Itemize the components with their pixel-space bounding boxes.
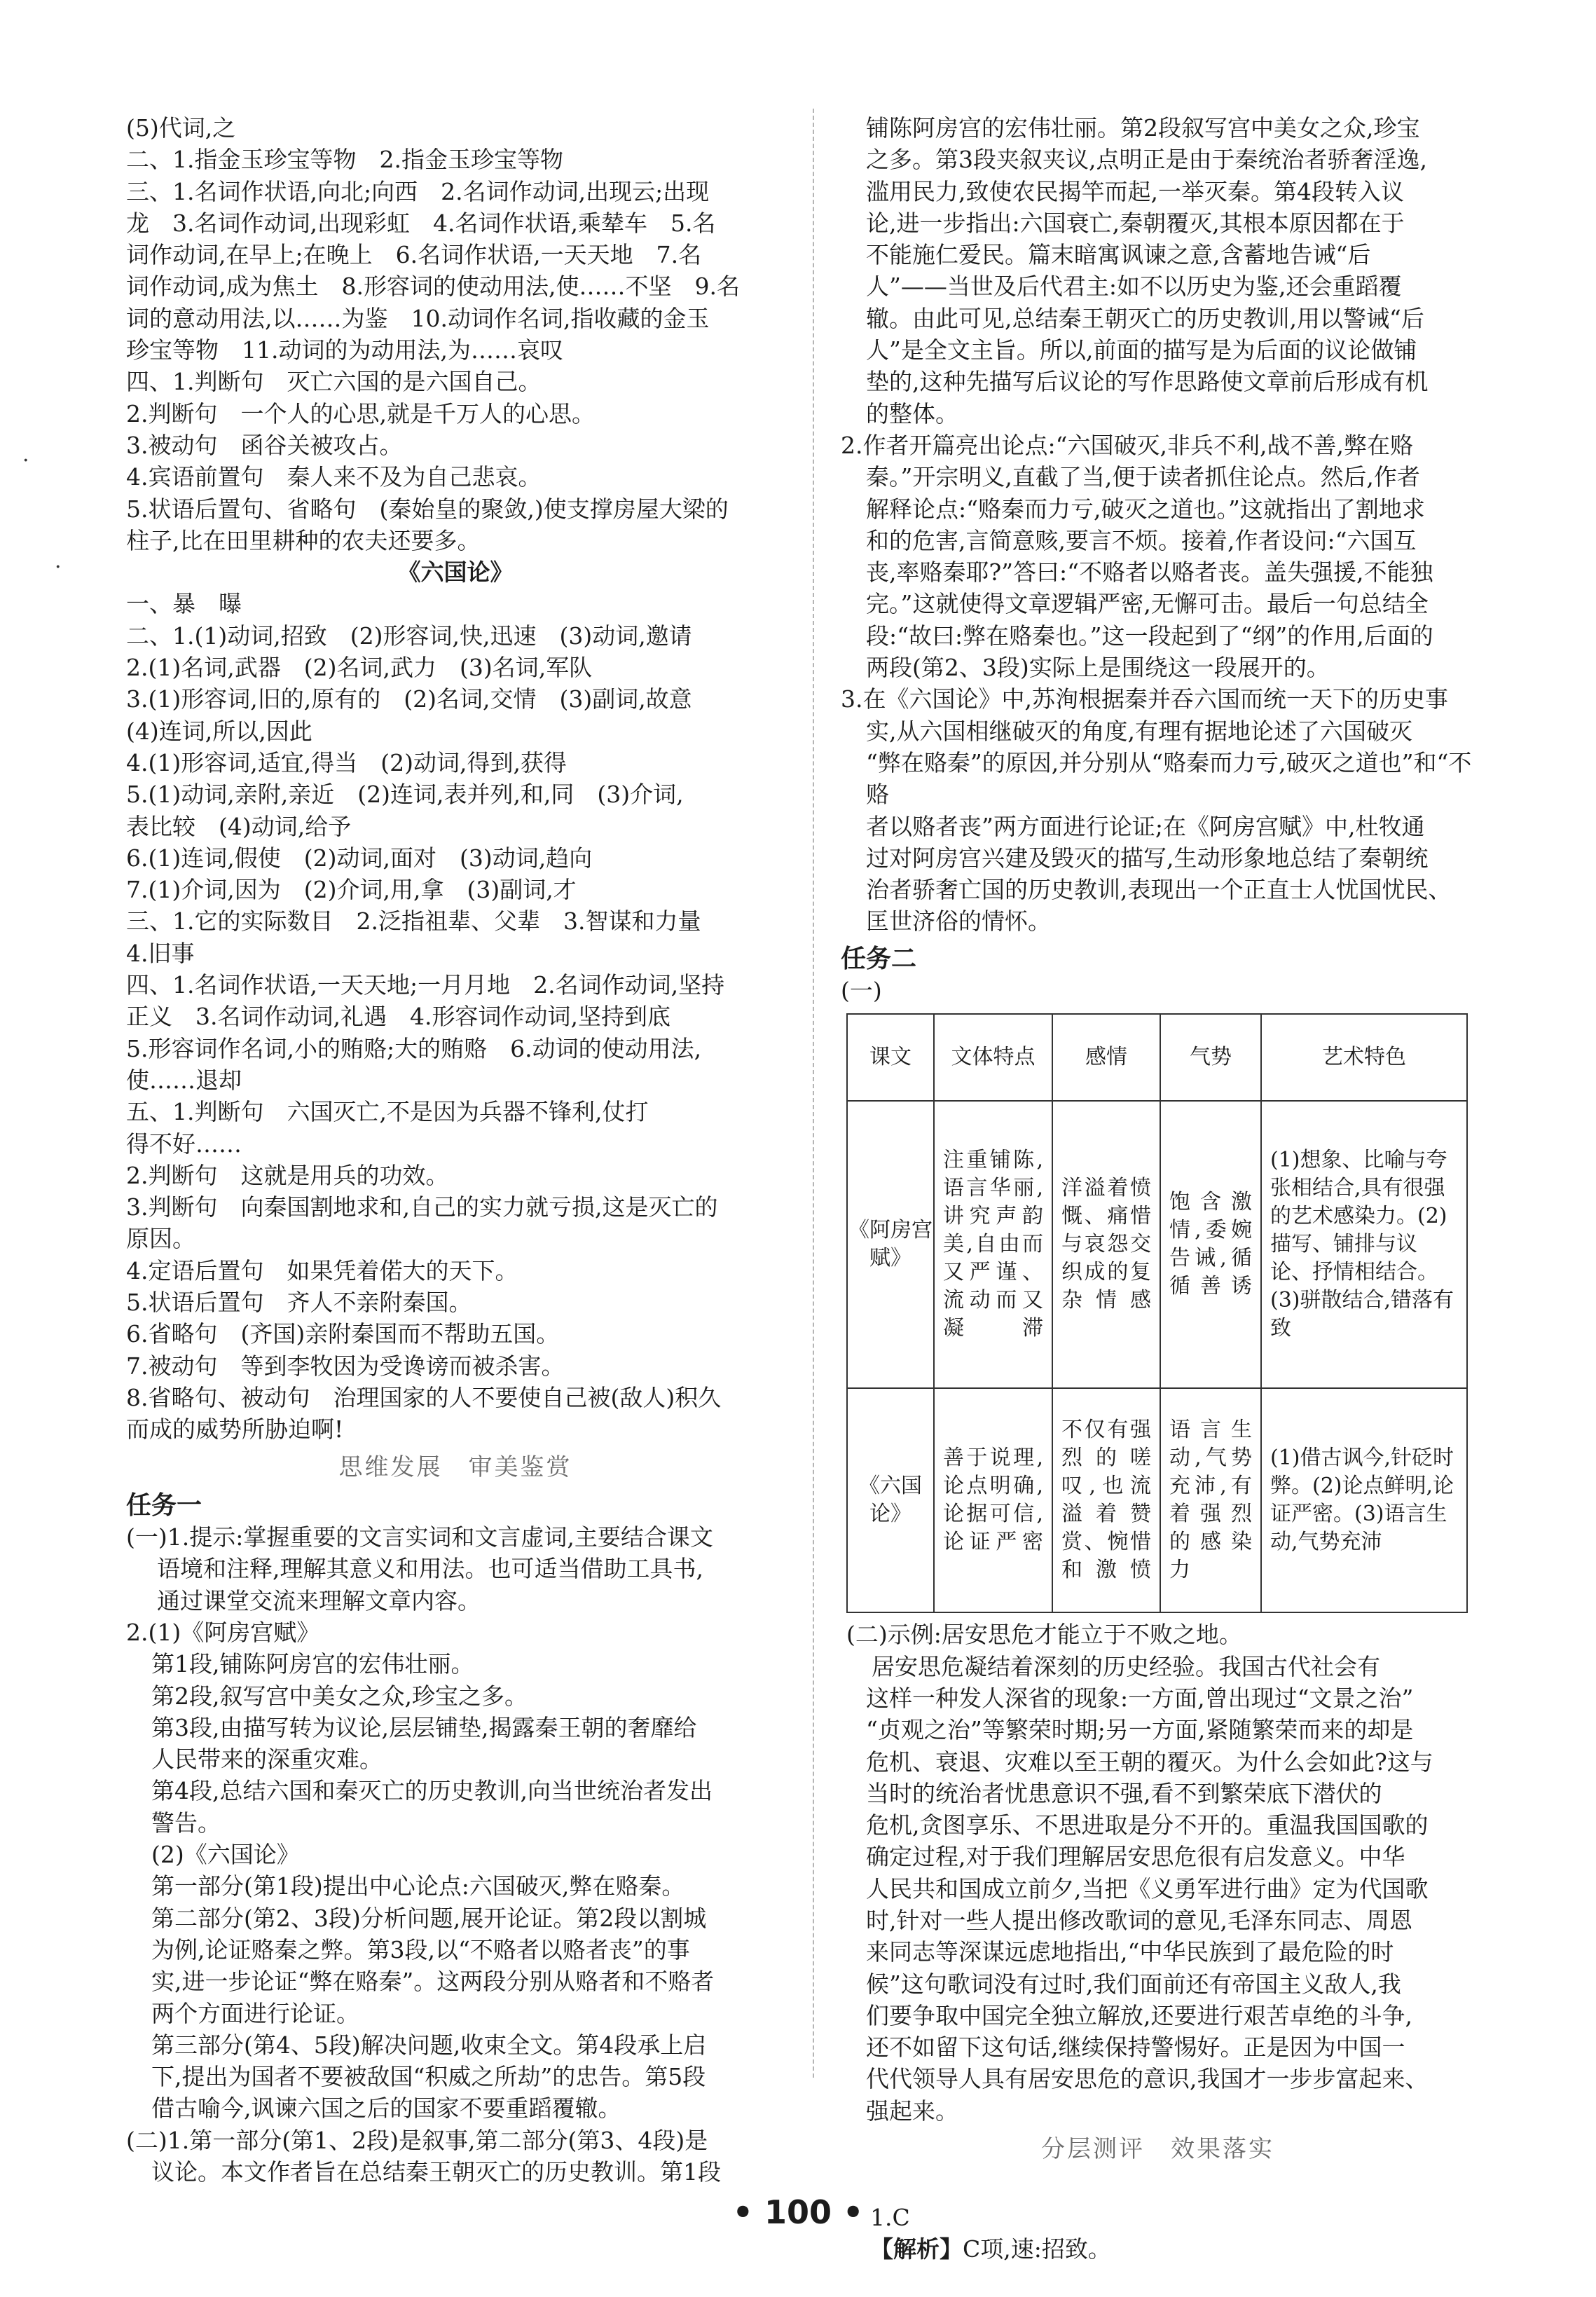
- text-line: 危机,贪图享乐、不思进取是分不开的。重温我国国歌的: [866, 1811, 1429, 1839]
- text-line: 2.(1)《阿房宫赋》: [126, 1618, 320, 1646]
- text-line: 两段(第2、3段)实际上是围绕这一段展开的。: [866, 654, 1330, 682]
- right-text-top: [841, 112, 1475, 938]
- text-line: 词作动词,成为焦土 8.形容词的使动用法,使……不坚 9.名: [126, 273, 740, 301]
- text-line: 警告。: [151, 1809, 221, 1837]
- text-line: 还不如留下这句话,继续保持警惕好。正是因为中国一: [866, 2034, 1405, 2062]
- text-line: 三、1.名词作状语,向北;向西 2.名词作动词,出现云;出现: [126, 177, 710, 205]
- table-row: [847, 1101, 1467, 1388]
- text-line: 们要争取中国完全独立解放,还要进行艰苦卓绝的斗争,: [866, 2001, 1412, 2029]
- text-line: 辙。由此可见,总结秦王朝灭亡的历史教训,用以警诫“后: [866, 304, 1424, 332]
- table-header-row: [847, 1014, 1467, 1101]
- table-header: 气势: [1160, 1014, 1261, 1101]
- text-line: 第二部分(第2、3段)分析问题,展开论证。第2段以割城: [151, 1904, 707, 1932]
- text-line: 两个方面进行论证。: [151, 1999, 359, 2027]
- column-divider: [813, 109, 814, 2078]
- text-line: (一)1.提示:掌握重要的文言实词和文言虚词,主要结合课文: [126, 1523, 713, 1551]
- text-line: 原因。: [126, 1225, 195, 1253]
- text-line: 论,进一步指出:六国衰亡,秦朝覆灭,其根本原因都在于: [866, 209, 1405, 237]
- table-header: 感情: [1052, 1014, 1160, 1101]
- comparison-table: [846, 1013, 1468, 1613]
- table-cell-title: 《六国论》: [847, 1388, 934, 1612]
- text-line: (5)代词,之: [126, 114, 236, 142]
- text-line: 5.形容词作名词,小的贿赂;大的贿赂 6.动词的使动用法,: [126, 1034, 702, 1062]
- text-line: 实,进一步论证“弊在赂秦”。这两段分别从赂者和不赂者: [151, 1968, 715, 1996]
- text-line: 确定过程,对于我们理解居安思危很有启发意义。中华: [866, 1843, 1405, 1871]
- table-cell-emotion: 不仅有强烈的嗟叹,也流溢着赞赏、惋惜和激愤: [1052, 1388, 1160, 1612]
- section-heading: 思维发展 审美鉴赏: [338, 1453, 572, 1482]
- section-heading: 分层测评 效果落实: [1041, 2135, 1274, 2164]
- text-line: 5.状语后置句、省略句 (秦始皇的聚敛,)使支撑房屋大梁的: [126, 495, 729, 523]
- text-line: 人民带来的深重灾难。: [151, 1746, 383, 1774]
- text-line: 得不好……: [126, 1130, 242, 1158]
- text-line: 6.省略句 (齐国)亲附秦国而不帮助五国。: [126, 1320, 560, 1348]
- text-line: 四、1.名词作状语,一天天地;一月月地 2.名词作动词,坚持: [126, 971, 725, 999]
- text-line: 为例,论证赂秦之弊。第3段,以“不赂者以赂者丧”的事: [151, 1935, 690, 1963]
- text-line: 完。”这就使得文章逻辑严密,无懈可击。最后一句总结全: [866, 590, 1429, 618]
- text-line: 代代领导人具有居安思危的意识,我国才一步步富起来、: [866, 2065, 1429, 2093]
- text-line: 2.判断句 这就是用兵的功效。: [126, 1161, 449, 1189]
- analysis-tag: 【解析】: [869, 2235, 963, 2263]
- text-line: 危机、衰退、灾难以至王朝的覆灭。为什么会如此?这与: [866, 1748, 1433, 1776]
- text-line: 7.(1)介词,因为 (2)介词,用,拿 (3)副词,才: [126, 876, 577, 904]
- text-line: 人民共和国成立前夕,当把《义勇军进行曲》定为代国歌: [866, 1874, 1429, 1902]
- subsection-label: (一): [841, 977, 882, 1005]
- task-heading: 任务一: [126, 1490, 202, 1520]
- answer-number: 1.C: [869, 2203, 910, 2231]
- text-line: 这样一种发人深省的现象:一方面,曾出现过“文景之治”: [866, 1684, 1414, 1712]
- text-line: 珍宝等物 11.动词的为动用法,为……哀叹: [126, 336, 563, 364]
- text-line: (4)连词,所以,因此: [126, 717, 312, 745]
- table-header: 艺术特色: [1261, 1014, 1467, 1101]
- text-line: 秦。”开宗明义,直截了当,便于读者抓住论点。然后,作者: [866, 463, 1420, 491]
- text-line: 4.旧事: [126, 939, 195, 967]
- table-cell-style: 善于说理,论点明确,论据可信,论证严密: [934, 1388, 1052, 1612]
- text-line: “弊在赂秦”的原因,并分别从“赂秦而力亏,破灭之道也”和“不赂: [866, 748, 1472, 809]
- article-title: 《六国论》: [397, 558, 514, 587]
- table-row: [847, 1388, 1467, 1612]
- text-line: 第3段,由描写转为议论,层层铺垫,揭露秦王朝的奢靡给: [151, 1713, 697, 1741]
- text-line: 2.判断句 一个人的心思,就是千万人的心思。: [126, 399, 595, 427]
- text-line: 5.(1)动词,亲附,亲近 (2)连词,表并列,和,同 (3)介词,: [126, 781, 684, 809]
- text-line: 铺陈阿房宫的宏伟壮丽。第2段叙写宫中美女之众,珍宝: [866, 114, 1420, 142]
- text-line: 实,从六国相继破灭的角度,有理有据地论述了六国破灭: [866, 717, 1412, 745]
- text-line: 6.(1)连词,假使 (2)动词,面对 (3)动词,趋向: [126, 844, 593, 872]
- table-cell-momentum: 饱含激情,委婉告诫,循循善诱: [1160, 1101, 1261, 1388]
- left-column: [126, 112, 785, 2188]
- text-line: 五、1.判断句 六国灭亡,不是因为兵器不锋利,仗打: [126, 1098, 649, 1126]
- task-two-heading: 任务二: [841, 944, 917, 973]
- text-line: 词的意动用法,以……为鉴 10.动词作名词,指收藏的金玉: [126, 304, 710, 332]
- text-line: 第一部分(第1段)提出中心论点:六国破灭,弊在赂秦。: [151, 1872, 685, 1900]
- answer-line: [841, 2169, 1475, 2296]
- text-line: 通过课堂交流来理解文章内容。: [157, 1586, 481, 1614]
- text-line: 解释论点:“赂秦而力亏,破灭之道也。”这就指出了割地求: [866, 495, 1425, 523]
- table-cell-art: (1)借古讽今,针砭时弊。(2)论点鲜明,论证严密。(3)语言生动,气势充沛: [1261, 1388, 1467, 1612]
- text-line: 过对阿房宫兴建及毁灭的描写,生动形象地总结了秦朝统: [866, 844, 1429, 872]
- table-header: 课文: [847, 1014, 934, 1101]
- text-line: 者以赂者丧”两方面进行论证;在《阿房宫赋》中,杜牧通: [866, 812, 1425, 840]
- text-line: 借古喻今,讽谏六国之后的国家不要重蹈覆辙。: [151, 2094, 621, 2123]
- text-line: 龙 3.名词作动词,出现彩虹 4.名词作状语,乘辇车 5.名: [126, 209, 716, 237]
- text-line: 当时的统治者忧患意识不强,看不到繁荣底下潜伏的: [866, 1779, 1382, 1807]
- text-line: 7.被动句 等到李牧因为受谗谤而被杀害。: [126, 1352, 565, 1380]
- text-line: 一、暴 曝: [126, 590, 242, 618]
- text-line: 柱子,比在田里耕种的农夫还要多。: [126, 526, 481, 554]
- text-line: 匡世济俗的情怀。: [866, 907, 1051, 935]
- text-line: 滥用民力,致使农民揭竿而起,一举灭秦。第4段转入议: [866, 177, 1404, 205]
- table-cell-style: 注重铺陈,语言华丽,讲究声韵美,自由而又严谨、流动而又凝滞: [934, 1101, 1052, 1388]
- text-line: 正义 3.名词作动词,礼遇 4.形容词作动词,坚持到底: [126, 1003, 670, 1031]
- text-line: 语境和注释,理解其意义和用法。也可适当借助工具书,: [157, 1555, 703, 1583]
- text-line: 二、1.指金玉珍宝等物 2.指金玉珍宝等物: [126, 146, 563, 174]
- text-line: 丧,率赂秦耶?”答曰:“不赂者以赂者丧。盖失强援,不能独: [866, 558, 1433, 587]
- text-line: 之多。第3段夹叙夹议,点明正是由于秦统治者骄奢淫逸,: [866, 146, 1427, 174]
- text-line: 的整体。: [866, 399, 958, 427]
- text-line: 8.省略句、被动句 治理国家的人不要使自己被(敌人)积久: [126, 1383, 722, 1411]
- table-cell-emotion: 洋溢着愤慨、痛惜与哀怨交织成的复杂情感: [1052, 1101, 1160, 1388]
- text-line: (2)《六国论》: [151, 1841, 300, 1869]
- text-line: 垫的,这种先描写后议论的写作思路使文章前后形成有机: [866, 368, 1429, 396]
- table-header: 文体特点: [934, 1014, 1052, 1101]
- text-line: “贞观之治”等繁荣时期;另一方面,紧随繁荣而来的却是: [866, 1716, 1414, 1744]
- text-line: 3.在《六国论》中,苏洵根据秦并吞六国而统一天下的历史事: [841, 685, 1448, 713]
- right-column: [841, 112, 1475, 2297]
- text-line: (二)示例:居安思危才能立于不败之地。: [846, 1621, 1242, 1649]
- table-cell-art: (1)想象、比喻与夸张相结合,具有很强的艺术感染力。(2)描写、铺排与议论、抒情相结合。(3)骈散结合,错落有致: [1261, 1101, 1467, 1388]
- page-number: • 100 •: [732, 2193, 864, 2231]
- text-line: 第1段,铺陈阿房宫的宏伟壮丽。: [151, 1650, 474, 1678]
- text-line: 居安思危凝结着深刻的历史经验。我国古代社会有: [872, 1652, 1380, 1680]
- right-text-bottom: [841, 1619, 1475, 2127]
- scan-mark: ·: [22, 448, 29, 473]
- text-line: 时,针对一些人提出修改歌词的意见,毛泽东同志、周恩: [866, 1906, 1412, 1934]
- text-line: 不能施仁爱民。篇末暗寓讽谏之意,含蓄地告诫“后: [866, 241, 1371, 269]
- text-line: 候”这句歌词没有过时,我们面前还有帝国主义敌人,我: [866, 1970, 1401, 1998]
- text-line: 4.宾语前置句 秦人来不及为自己悲哀。: [126, 463, 542, 491]
- text-line: 下,提出为国者不要被敌国“积威之所劫”的忠告。第5段: [151, 2063, 706, 2091]
- text-line: 人”是全文主旨。所以,前面的描写是为后面的议论做铺: [866, 336, 1417, 364]
- table-cell-momentum: 语言生动,气势充沛,有着强烈的感染力: [1160, 1388, 1261, 1612]
- text-line: 表比较 (4)动词,给予: [126, 812, 352, 840]
- text-line: 第2段,叙写宫中美女之众,珍宝之多。: [151, 1682, 528, 1710]
- text-line: 段:“故曰:弊在赂秦也。”这一段起到了“纲”的作用,后面的: [866, 622, 1433, 650]
- text-line: 4.(1)形容词,适宜,得当 (2)动词,得到,获得: [126, 748, 567, 776]
- text-line: (二)1.第一部分(第1、2段)是叙事,第二部分(第3、4段)是: [126, 2126, 708, 2154]
- table-cell-title: 《阿房宫赋》: [847, 1101, 934, 1388]
- text-line: 使……退却: [126, 1066, 242, 1094]
- text-line: 三、1.它的实际数目 2.泛指祖辈、父辈 3.智谋和力量: [126, 907, 701, 935]
- scan-mark: ·: [55, 555, 62, 580]
- text-line: 2.作者开篇亮出论点:“六国破灭,非兵不利,战不善,弊在赂: [841, 431, 1413, 459]
- text-line: 来同志等深谋远虑地指出,“中华民族到了最危险的时: [866, 1938, 1394, 1966]
- text-line: 3.被动句 函谷关被攻占。: [126, 431, 403, 459]
- text-line: 4.定语后置句 如果凭着偌大的天下。: [126, 1256, 518, 1284]
- text-line: 议论。本文作者旨在总结秦王朝灭亡的历史教训。第1段: [151, 2158, 721, 2186]
- answer-text: C项,速:招致。: [962, 2235, 1111, 2263]
- text-line: 二、1.(1)动词,招致 (2)形容词,快,迅速 (3)动词,邀请: [126, 622, 692, 650]
- text-line: 第三部分(第4、5段)解决问题,收束全文。第4段承上启: [151, 2031, 707, 2059]
- text-line: 3.判断句 向秦国割地求和,自己的实力就亏损,这是灭亡的: [126, 1193, 718, 1221]
- text-line: 治者骄奢亡国的历史教训,表现出一个正直士人忧国忧民、: [866, 876, 1452, 904]
- text-line: 第4段,总结六国和秦灭亡的历史教训,向当世统治者发出: [151, 1777, 713, 1805]
- text-line: 3.(1)形容词,旧的,原有的 (2)名词,交情 (3)副词,故意: [126, 685, 692, 713]
- text-line: 四、1.判断句 灭亡六国的是六国自己。: [126, 368, 542, 396]
- text-line: 2.(1)名词,武器 (2)名词,武力 (3)名词,军队: [126, 654, 593, 682]
- text-line: 和的危害,言简意赅,要言不烦。接着,作者设问:“六国互: [866, 526, 1417, 554]
- text-line: 而成的威势所胁迫啊!: [126, 1415, 344, 1444]
- text-line: 强起来。: [866, 2097, 958, 2125]
- text-line: 人”——当世及后代君主:如不以历史为鉴,还会重蹈覆: [866, 273, 1402, 301]
- text-line: 词作动词,在早上;在晚上 6.名词作状语,一天天地 7.名: [126, 241, 702, 269]
- text-line: 5.状语后置句 齐人不亲附秦国。: [126, 1288, 472, 1316]
